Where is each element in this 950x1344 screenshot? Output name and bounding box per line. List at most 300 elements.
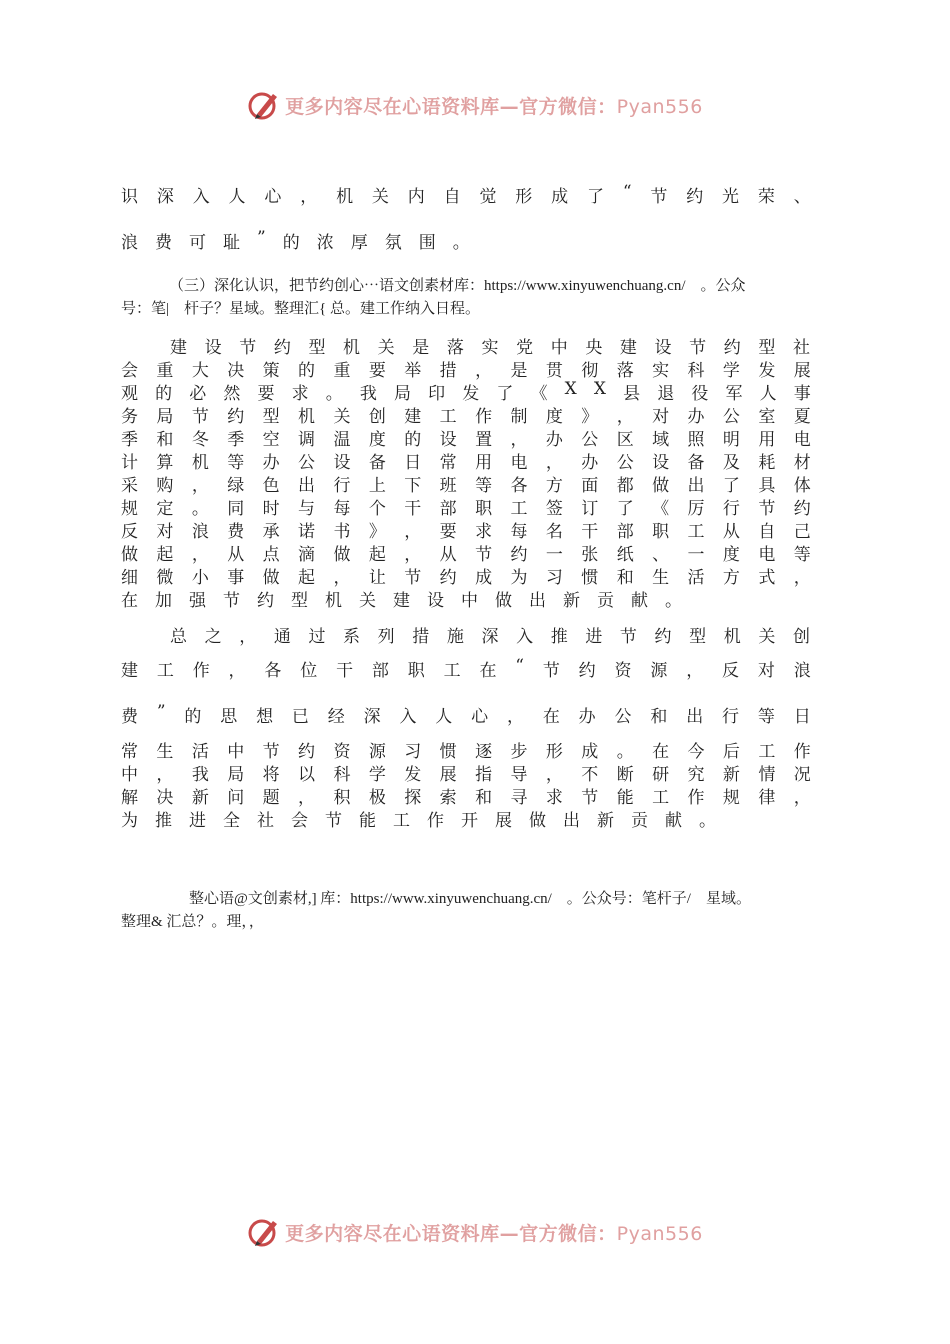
glyph: 和 <box>650 707 668 727</box>
glyph: 不 <box>581 765 599 785</box>
header-banner-cn: 更多内容尽在心语资料库—官方微信： <box>285 95 617 118</box>
glyph: 工 <box>443 661 461 681</box>
glyph: 了 <box>586 187 604 207</box>
glyph: 必 <box>189 384 207 404</box>
glyph: 活 <box>191 742 209 762</box>
glyph: 作 <box>793 742 811 762</box>
glyph: 空 <box>262 430 280 450</box>
glyph: 落 <box>446 338 464 358</box>
glyph: 常 <box>121 742 138 762</box>
glyph: ， <box>475 361 493 381</box>
glyph: 公 <box>614 707 632 727</box>
glyph: 公 <box>722 407 740 427</box>
glyph: 我 <box>359 384 377 404</box>
glyph: 公 <box>616 453 634 473</box>
glyph: ， <box>300 187 318 207</box>
glyph: 办 <box>545 430 563 450</box>
glyph: ， <box>404 545 422 565</box>
glyph: 资 <box>333 742 351 762</box>
glyph: 展 <box>439 765 457 785</box>
glyph: 节 <box>542 661 560 681</box>
glyph: 常 <box>439 453 457 473</box>
glyph: 系 <box>343 627 361 647</box>
glyph: 加 <box>155 591 172 611</box>
glyph: 举 <box>404 361 422 381</box>
header-banner-text <box>285 92 703 119</box>
glyph: 办 <box>262 453 280 473</box>
p4-line <box>121 806 733 831</box>
glyph: 和 <box>616 568 634 588</box>
glyph: 中 <box>227 742 245 762</box>
glyph: 实 <box>481 338 499 358</box>
glyph: 设 <box>654 338 672 358</box>
glyph: 作 <box>475 407 493 427</box>
glyph: 绿 <box>227 476 245 496</box>
p4-line <box>121 760 811 785</box>
glyph: 彻 <box>581 361 599 381</box>
glyph: 社 <box>257 811 274 831</box>
glyph: 已 <box>291 707 309 727</box>
glyph: 做 <box>495 591 512 611</box>
glyph: 与 <box>298 499 316 519</box>
glyph: 生 <box>156 742 174 762</box>
glyph: 《 <box>652 499 670 519</box>
glyph: 班 <box>439 476 457 496</box>
glyph: 时 <box>262 499 280 519</box>
glyph: 部 <box>439 499 457 519</box>
glyph: 自 <box>443 187 461 207</box>
glyph: 及 <box>722 453 740 473</box>
glyph: 电 <box>510 453 528 473</box>
glyph: 。 <box>699 811 716 831</box>
glyph: 指 <box>475 765 493 785</box>
glyph: 策 <box>262 361 280 381</box>
glyph: 进 <box>189 811 206 831</box>
glyph: 深 <box>156 187 174 207</box>
glyph: 建 <box>619 338 637 358</box>
glyph: 在 <box>479 661 497 681</box>
glyph: 出 <box>298 476 316 496</box>
glyph: 工 <box>156 661 174 681</box>
glyph: 解 <box>121 788 138 808</box>
glyph: 等 <box>757 707 775 727</box>
p4-line2 <box>121 656 811 681</box>
glyph: 同 <box>227 499 245 519</box>
glyph: 约 <box>227 407 245 427</box>
glyph: 发 <box>462 384 480 404</box>
glyph: 建 <box>121 661 138 681</box>
glyph: 冬 <box>191 430 209 450</box>
glyph: 在 <box>121 591 138 611</box>
glyph: 入 <box>399 707 417 727</box>
glyph: ， <box>793 788 811 808</box>
glyph: 推 <box>155 811 172 831</box>
glyph: “ <box>622 182 632 202</box>
glyph: 日 <box>404 453 422 473</box>
glyph: 寻 <box>510 788 528 808</box>
glyph: 微 <box>156 568 174 588</box>
glyph: 纸 <box>616 545 634 565</box>
glyph: 职 <box>475 499 493 519</box>
footer-banner-id: Pyan556 <box>616 1222 703 1245</box>
glyph: 约 <box>439 568 457 588</box>
glyph: 个 <box>368 499 386 519</box>
glyph: 新 <box>563 591 580 611</box>
glyph: 室 <box>758 407 776 427</box>
glyph: 央 <box>585 338 603 358</box>
p3-line <box>121 379 811 404</box>
glyph: 光 <box>722 187 740 207</box>
glyph: 对 <box>757 661 775 681</box>
glyph: 惯 <box>581 568 599 588</box>
glyph: 建 <box>170 338 187 358</box>
glyph: 、 <box>793 187 811 207</box>
glyph: 让 <box>368 568 386 588</box>
glyph: 创 <box>368 407 386 427</box>
glyph: 会 <box>121 361 138 381</box>
p3-line <box>121 402 811 427</box>
glyph: 贯 <box>545 361 563 381</box>
glyph: 内 <box>407 187 425 207</box>
glyph: 了 <box>496 384 514 404</box>
glyph: 然 <box>223 384 241 404</box>
glyph: 思 <box>220 707 238 727</box>
glyph: 对 <box>156 522 174 542</box>
glyph: 方 <box>545 476 563 496</box>
p4-line1 <box>170 622 810 647</box>
glyph: 约 <box>273 338 291 358</box>
glyph: 一 <box>687 545 705 565</box>
glyph: 夏 <box>793 407 811 427</box>
glyph: 活 <box>687 568 705 588</box>
p2-line2: 号：笔| 杆子？星域。整理汇{ 总。建工作纳入日程。 <box>121 301 480 317</box>
glyph: 明 <box>722 430 740 450</box>
glyph: 浓 <box>316 233 334 253</box>
glyph: 逐 <box>475 742 493 762</box>
glyph: 印 <box>428 384 446 404</box>
glyph: ， <box>506 707 524 727</box>
glyph: 将 <box>262 765 280 785</box>
glyph: 位 <box>300 661 318 681</box>
glyph: 名 <box>545 522 563 542</box>
glyph: 关 <box>359 591 376 611</box>
glyph: 厚 <box>350 233 368 253</box>
glyph: 节 <box>262 742 280 762</box>
glyph: 点 <box>262 545 280 565</box>
glyph: 起 <box>298 568 316 588</box>
glyph: 等 <box>227 453 245 473</box>
glyph: 承 <box>262 522 280 542</box>
glyph: 导 <box>510 765 528 785</box>
glyph: ， <box>191 545 209 565</box>
glyph: 索 <box>439 788 457 808</box>
glyph: 小 <box>191 568 209 588</box>
glyph: 具 <box>758 476 776 496</box>
footer-banner-text <box>285 1219 703 1246</box>
p3-line <box>121 448 811 473</box>
glyph: 每 <box>333 499 351 519</box>
glyph: 律 <box>758 788 776 808</box>
glyph: 题 <box>262 788 280 808</box>
glyph: 、 <box>652 545 670 565</box>
glyph: 诺 <box>298 522 316 542</box>
glyph: 调 <box>298 430 316 450</box>
glyph: 工 <box>439 407 457 427</box>
glyph: 建 <box>404 407 422 427</box>
glyph: 了 <box>616 499 634 519</box>
glyph: 惯 <box>439 742 457 762</box>
glyph: 新 <box>191 788 209 808</box>
glyph: 施 <box>446 627 464 647</box>
glyph: ， <box>333 568 351 588</box>
glyph: 实 <box>652 361 670 381</box>
glyph: 的 <box>404 430 422 450</box>
glyph: 耗 <box>758 453 776 473</box>
glyph: 度 <box>722 545 740 565</box>
pen-logo-icon <box>247 1215 281 1249</box>
glyph: 步 <box>510 742 528 762</box>
glyph: ， <box>793 568 811 588</box>
glyph: 办 <box>687 407 705 427</box>
glyph: 在 <box>542 707 560 727</box>
p3-line <box>121 356 811 381</box>
glyph: 工 <box>510 499 528 519</box>
glyph: 出 <box>563 811 580 831</box>
glyph: 机 <box>191 453 209 473</box>
glyph: 节 <box>619 627 637 647</box>
glyph: 节 <box>650 187 668 207</box>
glyph: 役 <box>691 384 709 404</box>
glyph: 节 <box>581 788 599 808</box>
glyph: 关 <box>371 187 389 207</box>
glyph: 为 <box>510 568 528 588</box>
glyph: 深 <box>481 627 499 647</box>
glyph: 事 <box>227 568 245 588</box>
glyph: 机 <box>298 407 316 427</box>
glyph: 部 <box>371 661 389 681</box>
glyph: 办 <box>578 707 596 727</box>
glyph: 浪 <box>793 661 811 681</box>
glyph: 采 <box>121 476 138 496</box>
glyph: 式 <box>758 568 776 588</box>
glyph: 职 <box>652 522 670 542</box>
glyph: 社 <box>792 338 810 358</box>
glyph: 用 <box>758 430 776 450</box>
glyph: 反 <box>121 522 138 542</box>
glyph: 温 <box>333 430 351 450</box>
glyph: 今 <box>687 742 705 762</box>
glyph: 行 <box>722 707 740 727</box>
glyph: 方 <box>722 568 740 588</box>
glyph: 起 <box>368 545 386 565</box>
glyph: 己 <box>793 522 811 542</box>
glyph: 积 <box>333 788 351 808</box>
glyph: 习 <box>404 742 422 762</box>
glyph: 成 <box>581 742 599 762</box>
glyph: 反 <box>722 661 740 681</box>
glyph: 都 <box>616 476 634 496</box>
glyph: 决 <box>227 361 245 381</box>
glyph: 节 <box>223 591 240 611</box>
glyph: 公 <box>298 453 316 473</box>
glyph: 经 <box>327 707 345 727</box>
glyph: 人 <box>435 707 453 727</box>
glyph: 书 <box>333 522 351 542</box>
glyph: ， <box>404 522 422 542</box>
glyph: 探 <box>404 788 422 808</box>
glyph: 极 <box>368 788 386 808</box>
glyph: 从 <box>227 545 245 565</box>
glyph: 职 <box>407 661 425 681</box>
glyph: 各 <box>264 661 282 681</box>
p3-line <box>121 586 699 611</box>
glyph: ” <box>257 228 266 248</box>
glyph: 备 <box>687 453 705 473</box>
glyph: 定 <box>156 499 174 519</box>
glyph: 用 <box>475 453 493 473</box>
glyph: 贡 <box>597 591 614 611</box>
glyph: 对 <box>652 407 670 427</box>
glyph: 行 <box>333 476 351 496</box>
glyph: 观 <box>121 384 138 404</box>
glyph: 求 <box>291 384 309 404</box>
glyph: 推 <box>550 627 568 647</box>
glyph: 色 <box>262 476 280 496</box>
glyph: 决 <box>156 788 174 808</box>
glyph: 展 <box>495 811 512 831</box>
glyph: 军 <box>725 384 743 404</box>
glyph: 设 <box>439 430 457 450</box>
glyph: ， <box>510 430 528 450</box>
glyph: ， <box>298 788 316 808</box>
glyph: 关 <box>377 338 395 358</box>
glyph: 断 <box>616 765 634 785</box>
glyph: 节 <box>475 545 493 565</box>
glyph: 况 <box>793 765 811 785</box>
glyph: 设 <box>204 338 222 358</box>
glyph: 型 <box>291 591 308 611</box>
p3-line <box>121 563 811 588</box>
glyph: 求 <box>545 788 563 808</box>
glyph: 度 <box>545 407 563 427</box>
glyph: 细 <box>121 568 138 588</box>
glyph: 费 <box>155 233 172 253</box>
glyph: 出 <box>687 476 705 496</box>
glyph: 我 <box>191 765 209 785</box>
glyph: 设 <box>652 453 670 473</box>
glyph: 从 <box>722 522 740 542</box>
glyph: 新 <box>722 765 740 785</box>
glyph: ， <box>191 476 209 496</box>
glyph: 照 <box>687 430 705 450</box>
glyph: 做 <box>652 476 670 496</box>
glyph: 工 <box>687 522 705 542</box>
glyph: 之 <box>204 627 222 647</box>
glyph: 张 <box>581 545 599 565</box>
glyph: 成 <box>551 187 569 207</box>
glyph: 干 <box>336 661 354 681</box>
glyph: 全 <box>223 811 240 831</box>
glyph: 计 <box>121 453 138 473</box>
glyph: 和 <box>475 788 493 808</box>
glyph: 机 <box>343 338 361 358</box>
glyph: 深 <box>363 707 381 727</box>
glyph: 作 <box>687 788 705 808</box>
glyph: 氛 <box>384 233 402 253</box>
glyph: 签 <box>545 499 563 519</box>
glyph: 浪 <box>121 233 138 253</box>
glyph: 材 <box>793 453 811 473</box>
glyph: 公 <box>581 430 599 450</box>
glyph: 生 <box>652 568 670 588</box>
glyph: ， <box>545 453 563 473</box>
glyph: 型 <box>262 407 280 427</box>
glyph: X <box>593 379 606 399</box>
glyph: 节 <box>191 407 209 427</box>
glyph: “ <box>515 656 524 676</box>
glyph: 荣 <box>757 187 775 207</box>
glyph: 上 <box>368 476 386 496</box>
glyph: 机 <box>325 591 342 611</box>
glyph: 约 <box>578 661 596 681</box>
glyph: 局 <box>156 407 174 427</box>
glyph: 干 <box>404 499 422 519</box>
p3-line <box>170 333 810 358</box>
glyph: 县 <box>623 384 641 404</box>
glyph: 置 <box>475 430 493 450</box>
glyph: 献 <box>665 811 682 831</box>
glyph: 机 <box>336 187 354 207</box>
glyph: 的 <box>184 707 202 727</box>
glyph: 重 <box>333 361 351 381</box>
glyph: 《 <box>530 384 548 404</box>
glyph: 觉 <box>479 187 497 207</box>
glyph: 购 <box>156 476 174 496</box>
glyph: 后 <box>722 742 740 762</box>
glyph: 为 <box>121 811 138 831</box>
glyph: 下 <box>404 476 422 496</box>
pen-logo-icon <box>247 88 281 122</box>
glyph: 出 <box>529 591 546 611</box>
glyph: ， <box>156 765 174 785</box>
p3-line <box>121 425 811 450</box>
glyph: 算 <box>156 453 174 473</box>
glyph: 行 <box>722 499 740 519</box>
p4-line <box>121 737 811 762</box>
glyph: 学 <box>722 361 740 381</box>
footer-banner <box>0 1212 950 1252</box>
glyph: 一 <box>545 545 563 565</box>
glyph: 》 <box>368 522 386 542</box>
glyph: 学 <box>368 765 386 785</box>
glyph: 献 <box>631 591 648 611</box>
glyph: 是 <box>510 361 528 381</box>
glyph: 的 <box>155 384 173 404</box>
glyph: 情 <box>758 765 776 785</box>
glyph: 约 <box>793 499 811 519</box>
glyph: 等 <box>793 545 811 565</box>
glyph: X <box>564 379 577 399</box>
glyph: 约 <box>654 627 672 647</box>
header-banner <box>0 85 950 125</box>
glyph: 每 <box>510 522 528 542</box>
glyph: 备 <box>368 453 386 473</box>
glyph: ， <box>239 627 257 647</box>
glyph: 重 <box>156 361 174 381</box>
glyph: 节 <box>689 338 707 358</box>
glyph: 域 <box>652 430 670 450</box>
glyph: 心 <box>264 187 282 207</box>
